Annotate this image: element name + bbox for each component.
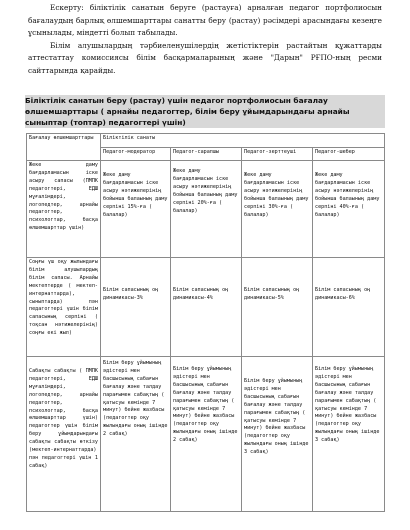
table-cell bbox=[171, 161, 242, 258]
cell-text: Білім беру ұйымының әдістері мен басшысының сабағын бағалау және талдау парағымен сабақтың ( қатысуы кемінде 7 минут) бейне жазбасы (педагогтер оқу жылындағы оның ішінде 3 сабақ) bbox=[244, 378, 309, 456]
table-cell bbox=[171, 357, 242, 512]
table-cell bbox=[313, 258, 385, 357]
category-header: Педагог-зерттеуші bbox=[242, 148, 313, 161]
criterion-cell: Соңғы үш оқу жылындағы білім алушылардың білім сапасы. Арнайы мектептерде ( мектеп-интернаттарда), сыныптарда) пән педагогтері үшін білім сапасының серпіні ( тоқсан нәтижелерінің) соңғы екі жыл) bbox=[27, 258, 101, 357]
table-row bbox=[27, 258, 385, 357]
table-cell bbox=[171, 258, 242, 357]
table-cell bbox=[313, 357, 385, 512]
cell-text: Білім сапасының оң динамикасы-3% bbox=[103, 287, 159, 301]
table-cell bbox=[101, 161, 171, 258]
intro-note-paragraph: Ескерту: біліктілік санатын беруге (растауға) арналған педагог портфолиосын бағалаудың барлық өлшемшарттары санатты беру (растау) рәсімдері арасындағы кезеңге ұсынылады, міндетті болып табылады. bbox=[28, 3, 382, 38]
cell-text: Жеке даму бағдарламасын іске асыру нәтижелерінің бойынша балаының даму серпіні 20%-ға ( балалар) bbox=[173, 168, 238, 214]
table-cell bbox=[242, 258, 313, 357]
table-cell bbox=[101, 357, 171, 512]
criteria-column-header: Бағалау өлшемшарттары bbox=[27, 134, 101, 161]
cell-text: Білім сапасының оң динамикасы-6% bbox=[315, 287, 371, 301]
category-header: Педагог-шебер bbox=[313, 148, 385, 161]
table-cell bbox=[101, 258, 171, 357]
table-cell bbox=[242, 357, 313, 512]
table-row bbox=[27, 357, 385, 512]
criterion-cell bbox=[27, 357, 101, 512]
table-row bbox=[27, 161, 385, 258]
table-header-row bbox=[27, 134, 385, 148]
cell-text: Сабақты сабақты ( ПМПК педагогтері, ЕДШ мұғалімдері, логопедтер, арнайы педагогтер, психологтар, басқа өлшемшарттар үшін) педагогтер үшін білім беру ұйымдарындағы сабақты сабақты өткізу (мектеп-интернаттарда) пән педагогтері үшін 1 сабақ) bbox=[29, 368, 98, 469]
cell-text: Жеке даму бағдарламасын іске асыру нәтижелерінің бойынша балаының даму серпіні 40%-ға ( балалар) bbox=[315, 172, 380, 218]
criteria-table bbox=[26, 133, 385, 512]
cell-text: Білім сапасының оң динамикасы-5% bbox=[244, 287, 300, 301]
category-header: Педагог-сарапшы bbox=[171, 148, 242, 161]
cell-text: Жеке даму бағдарламасын іске асыру нәтижелерінің бойынша балаының даму серпіні 30%-ға ( балалар) bbox=[244, 172, 309, 218]
cell-text: Білім беру ұйымының әдістері мен басшысының сабағын бағалау және талдау парағымен сабақтың ( қатысуы кемінде 7 минут) бейне жазбасы (педагогтер оқу жылындағы оның ішінде 2 сабақ) bbox=[103, 360, 168, 438]
intro-note-paragraph: Білім алушылардың тәрбиеленушілердің жетістіктерін растайтын құжаттарды аттестаттау комиссиясы білім басқармаларының және "Дарын" РҒПО-ның ресми сайттарында қарайды. bbox=[28, 40, 382, 75]
table-cell bbox=[313, 161, 385, 258]
criterion-cell: Жеке даму бағдарламасын іске асыру сапасы (ПМПК педагогтері, ЕДШ мұғалімдері, логопедтер, арнайы педагогтер, психологтар, басқа өлшемшарттар үшін) bbox=[27, 161, 101, 258]
intro-notes bbox=[28, 2, 382, 78]
cell-text: Білім беру ұйымының әдістері мен басшысының сабағын бағалау және талдау парағымен сабақтың ( қатысуы кемінде 7 минут) бейне жазбасы (педагогтер оқу жылындағы оның ішінде 3 сабақ) bbox=[315, 366, 380, 444]
cell-text: Білім сапасының оң динамикасы-4% bbox=[173, 287, 229, 301]
criteria-heading: Біліктілік санатын беру (растау) үшін педагог портфолиосын бағалау өлшемшарттары ( арнайы педагогтер, білім беру ұйымдарындағы арнайы сыныптар (топтар) педагогтері үшін) bbox=[25, 95, 385, 128]
category-group-header: Біліктілік санаты bbox=[101, 134, 385, 148]
table-cell bbox=[242, 161, 313, 258]
category-header: Педагог-модератор bbox=[101, 148, 171, 161]
cell-text: Білім беру ұйымының әдістері мен басшысының сабағын бағалау және талдау парағымен сабақтың ( қатысуы кемінде 7 минут) бейне жазбасы (педагогтер оқу жылындағы оның ішінде 2 сабақ) bbox=[173, 366, 238, 444]
cell-text: Жеке даму бағдарламасын іске асыру нәтижелерінің бойынша балаының даму серпіні 15%-ға ( балалар) bbox=[103, 172, 168, 218]
